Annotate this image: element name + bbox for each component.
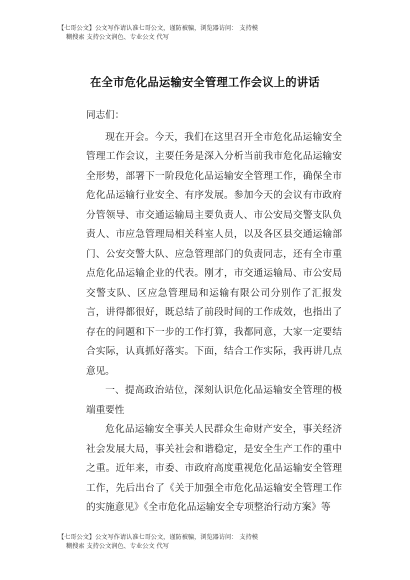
paragraph-opening: 现在开会。今天，我们在这里召开全市危化品运输安全管理工作会议，主要任务是深入分析当前我市危化品运输安全形势，部署下一阶段危化品运输安全管理工作，确保全市危化品运输行业安全、有序发展。参加今天的会议有市政府分管领导、市交通运输局主要负责人、市公安局交警支队负责人、市应急管理局相关科室人员，以及各区县交通运输部门、公安交警大队、应急管理部门的负责同志，还有全市重点危化品运输企业的代表。刚才，市交通运输局、市公安局交警支队、区应急管理局和运输有限公司分别作了汇报发言，讲得都很好，既总结了前段时间的工作成效，也指出了存在的问题和下一步的工作打算，我都同意，大家一定要结合实际，认真抓好落实。下面，结合工作实际，我再讲几点意见。: [86, 131, 342, 377]
greeting: 同志们：: [86, 110, 125, 121]
notice-top-line-1: 【七哥公文】公文写作请认准七哥公文，谨防被骗，浏览器访问： 支持模: [58, 25, 258, 32]
document-title: 在全市危化品运输安全管理工作会议上的讲话: [90, 76, 320, 89]
notice-top-line-2: 糊搜索 支持公文润色、专业公文 代写: [66, 34, 169, 41]
paragraph-section-1: 危化品运输安全事关人民群众生命财产安全，事关经济社会发展大局，事关社会和谐稳定，是安全生产工作的重中之重。近年来，市委、市政府高度重视危化品运输安全管理工作，先后出台了《关于加强全市危化品运输安全管理工作的实施意见》《全市危化品运输安全专项整治行动方案》等: [86, 424, 342, 513]
document-body: [86, 106, 342, 518]
watermark-notice-bottom: [58, 533, 358, 551]
notice-bottom-line-2: 糊搜索 支持公文润色、专业公文 代写: [66, 543, 169, 550]
section-heading-1: 一、提高政治站位，深刻认识危化品运输安全管理的极端重要性: [86, 385, 342, 416]
watermark-notice-top: [58, 24, 358, 42]
notice-bottom-line-1: 【七哥公文】公文写作请认准七哥公文，谨防被骗，浏览器访问： 支持模: [58, 534, 258, 541]
